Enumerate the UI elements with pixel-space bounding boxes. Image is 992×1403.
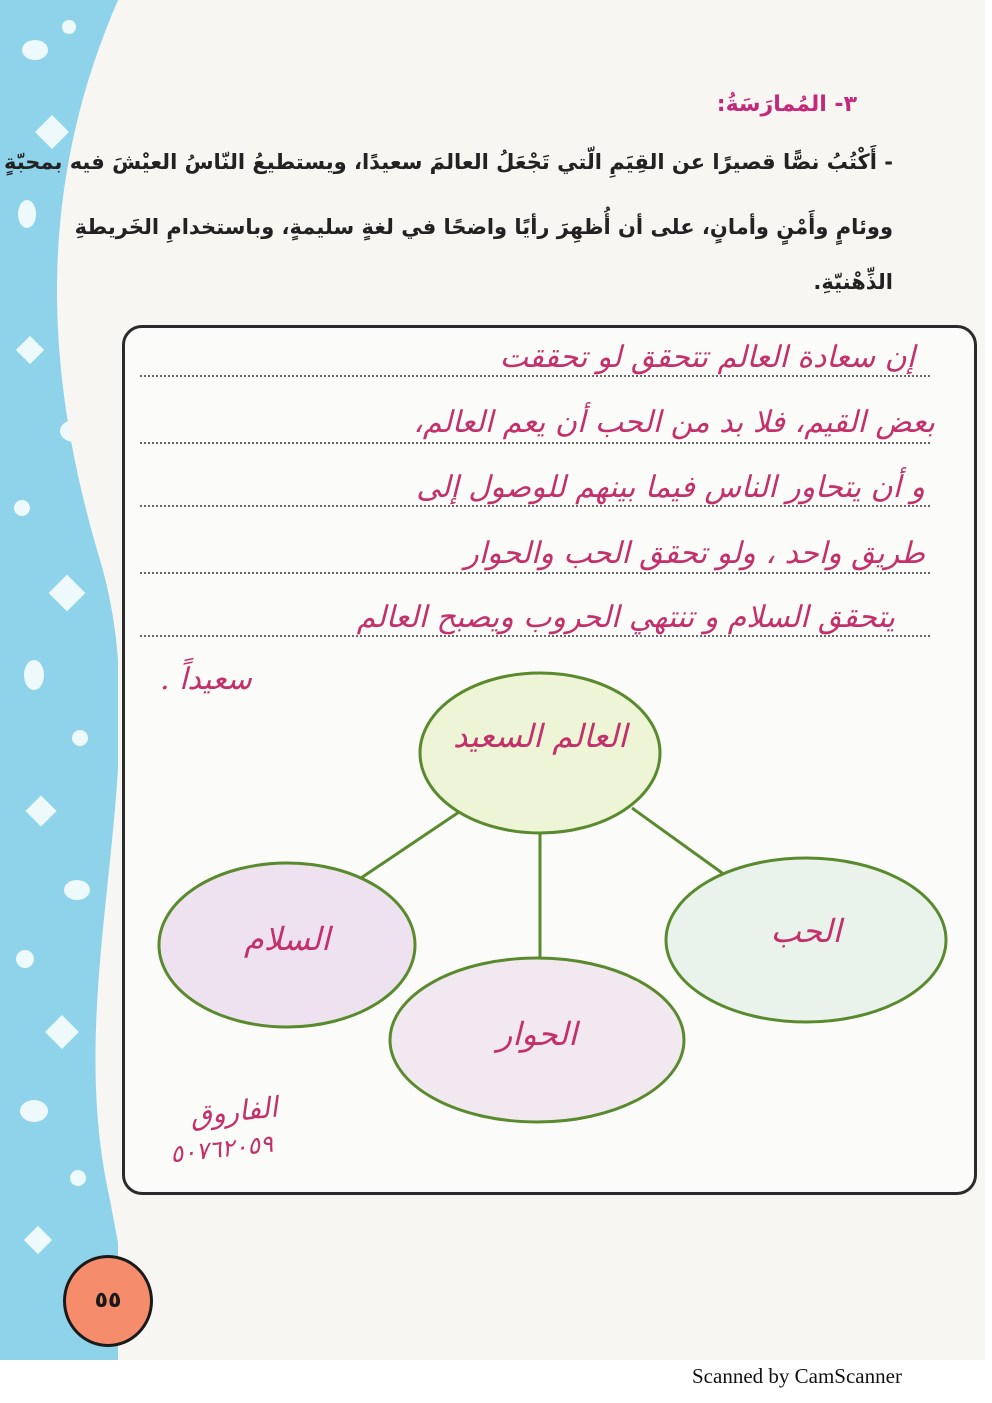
handwritten-line: طريق واحد ، ولو تحقق الحب والحوار: [464, 536, 925, 571]
signature-name: الفاروق: [188, 1090, 280, 1133]
instruction-line-1: - أَكْتُبُ نصًّا قصيرًا عن القِيَمِ الّتي تَجْعَلُ العالمَ سعيدًا، ويستطيعُ النّاسُ العيْشَ فيه بمحبّةٍ: [3, 150, 893, 174]
handwritten-line: يتحقق السلام و تنتهي الحروب ويصبح العالم: [356, 600, 895, 635]
handwritten-line: سعيداً .: [160, 662, 252, 697]
mind-map-node-label: الحوار: [496, 1015, 578, 1053]
mind-map-node-label: الحب: [770, 912, 842, 950]
scanner-watermark: Scanned by CamScanner: [692, 1364, 902, 1388]
page-number-badge: [63, 1255, 153, 1347]
page-number: ٥٥: [94, 1288, 122, 1313]
exercise-heading: ٣- المُمارَسَةُ:: [716, 92, 857, 117]
connector-line: [632, 808, 725, 875]
mind-map-node-label: السلام: [243, 920, 331, 958]
signature-number: ٥٠٧٦٢٠٥٩: [168, 1129, 275, 1169]
handwritten-line: بعض القيم، فلا بد من الحب أن يعم العالم،: [413, 405, 935, 440]
instruction-line-3: الذِّهْنيّةِ.: [813, 270, 893, 294]
mind-map-center-label: العالم السعيد: [452, 717, 628, 755]
connector-line: [358, 808, 465, 880]
handwritten-line: إن سعادة العالم تتحقق لو تحققت: [499, 340, 915, 375]
instruction-line-2: ووئامٍ وأَمْنٍ وأمانٍ، على أن أُظهِرَ رأيًا واضحًا في لغةٍ سليمةٍ، وباستخدامِ الخَريطةِ: [74, 215, 893, 239]
handwritten-line: و أن يتحاور الناس فيما بينهم للوصول إلى: [416, 470, 925, 505]
